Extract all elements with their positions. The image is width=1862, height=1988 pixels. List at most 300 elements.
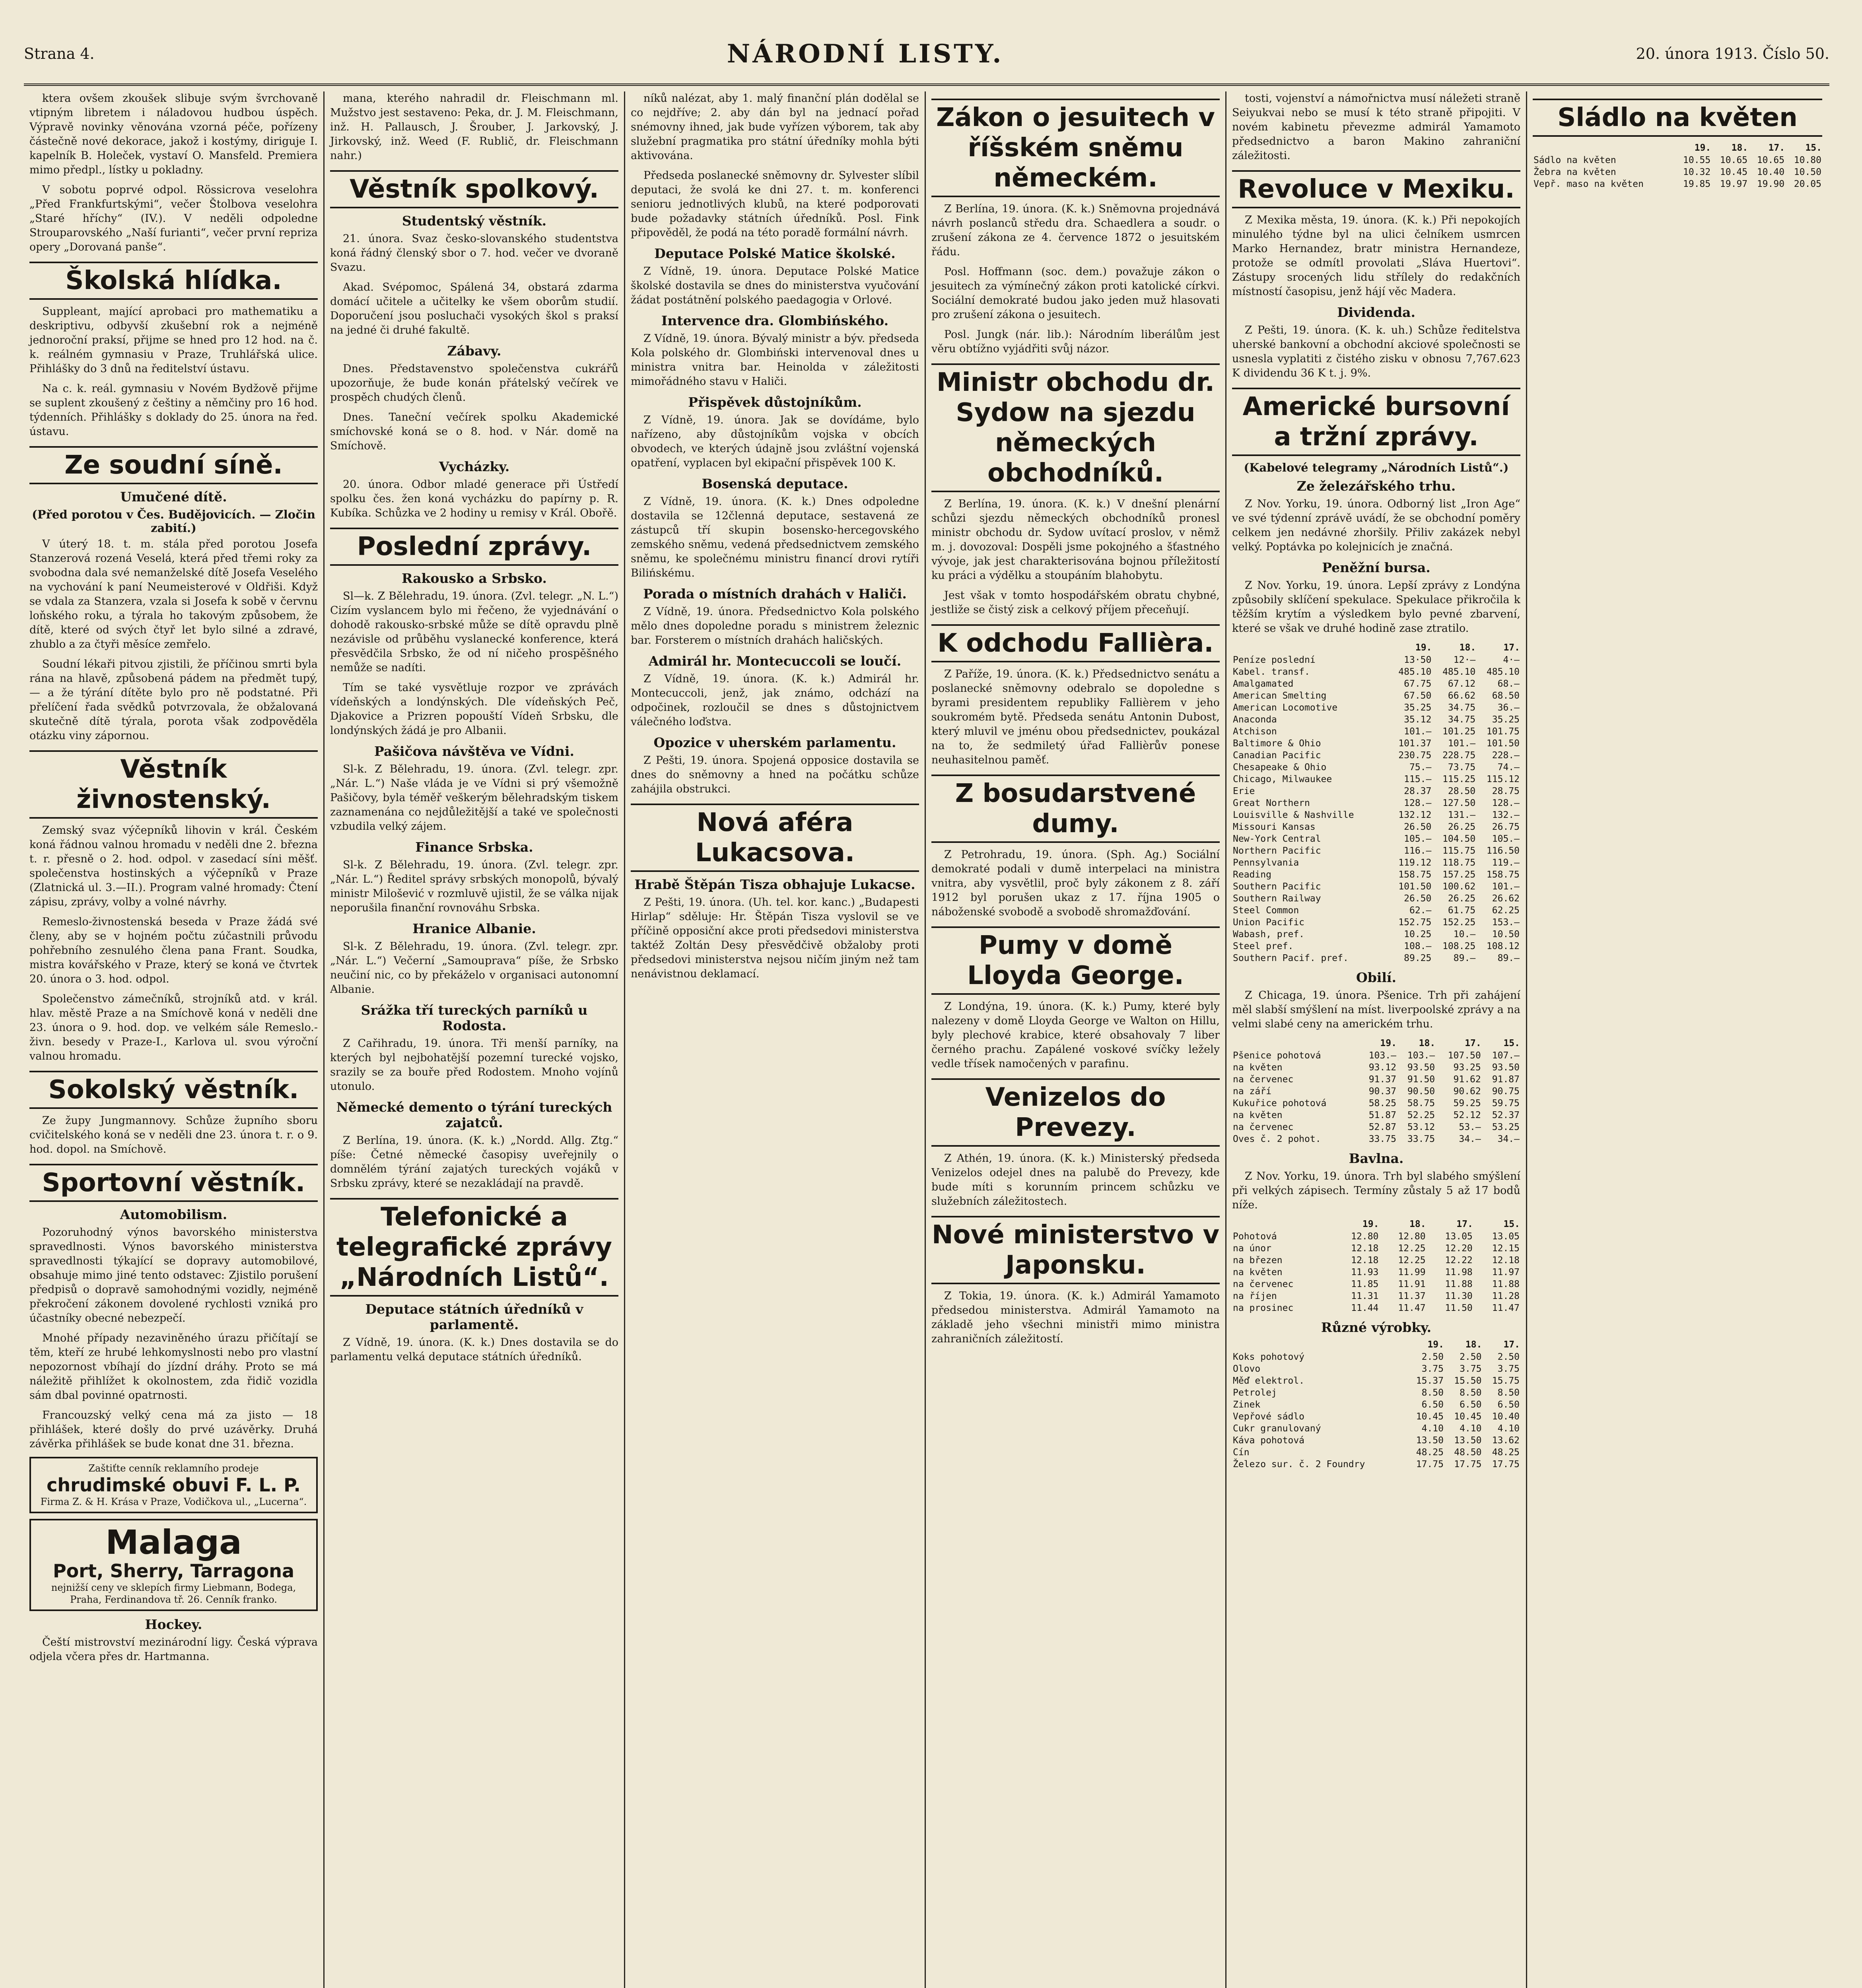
section-subtitle: (Kabelové telegramy „Národních Listů“.): [1244, 461, 1509, 474]
article-kicker: Porada o místních drahách v Haliči.: [643, 586, 907, 602]
table-row: [1232, 881, 1520, 893]
table-cell: 10.32: [1683, 167, 1711, 177]
article-paragraph: Z Chicaga, 19. února. Pšenice. Trh při zahájení měl slabší smýšlení na míst. liverpoolské zprávy a na velmi slabé ceny na americkém trhu.: [1232, 989, 1520, 1030]
table-cell: na říjen: [1233, 1291, 1277, 1301]
table-cell: na září: [1233, 1086, 1271, 1097]
table-cell: 74.—: [1497, 762, 1520, 773]
table-cell: 127.50: [1442, 798, 1476, 808]
article-kicker: Admirál hr. Montecuccoli se loučí.: [648, 653, 902, 669]
table-row: [1533, 166, 1822, 178]
table-cell: 132.12: [1398, 810, 1432, 820]
table-cell: 101.—: [1492, 881, 1520, 892]
table-row: [1232, 761, 1520, 773]
article-kicker: Zábavy.: [447, 343, 501, 359]
table-cell: Baltimore & Ohio: [1233, 738, 1321, 749]
table-cell: na květen: [1233, 1110, 1283, 1120]
table-row: [1232, 916, 1520, 928]
table-cell: 89.—: [1453, 953, 1476, 963]
table-row: [1232, 1375, 1520, 1387]
table-cell: Peníze poslední: [1233, 655, 1316, 665]
table-cell: 13.05: [1492, 1231, 1520, 1242]
table-cell: Chicago, Milwaukee: [1233, 774, 1332, 784]
table-cell: 3.75: [1460, 1364, 1482, 1374]
table-cell: 228.—: [1492, 750, 1520, 761]
table-cell: Steel pref.: [1233, 941, 1294, 951]
table-cell: 108.12: [1486, 941, 1520, 951]
ad-line: Zaštiťte cenník reklamního prodeje: [88, 1463, 259, 1474]
table-header: [1533, 142, 1674, 154]
table-cell: Pennsylvania: [1233, 858, 1299, 868]
article-kicker: Opozice v uherském parlamentu.: [653, 735, 896, 750]
table-cell: na květen: [1233, 1267, 1283, 1277]
table-cell: 132.—: [1492, 810, 1520, 820]
article-paragraph: Předseda poslanecké sněmovny dr. Sylvester slíbil deputaci, že svolá ke dni 27. t. m. konferenci senioru jednotlivých klubů, na které podporovati bude požadavky státních úředníků. Posl. Fink připověděl, že podá na této poradě formální návrh.: [631, 169, 919, 239]
table-row: [1232, 869, 1520, 881]
table-cell: 34.—: [1459, 1134, 1481, 1144]
article-kicker: Studentský věstník.: [402, 213, 547, 229]
table-cell: Vepřové sádlo: [1233, 1411, 1305, 1422]
table-row: [1232, 1458, 1520, 1470]
table-cell: 67.12: [1448, 679, 1476, 689]
table-row: [1232, 1399, 1520, 1411]
section-heading: Nové ministerstvo v Japonsku.: [931, 1216, 1220, 1284]
table-cell: 11.85: [1351, 1279, 1379, 1289]
section-heading: Zákon o jesuitech v říšském sněmu německém.: [931, 99, 1220, 197]
table-cell: 12.80: [1398, 1231, 1426, 1242]
table-header: 18.: [1419, 1038, 1436, 1048]
article-paragraph: Z Petrohradu, 19. února. (Sph. Ag.) Sociální demokraté podali v dumě interpelaci na ministra vnitra, aby vysvětlil, proč byly zákonem z 8. září 1912 byl porušen ukaz z 17. října 1905 o náboženské svobodě a svobodě shromažďování.: [931, 848, 1220, 918]
table-cell: 12.20: [1445, 1243, 1473, 1254]
table-cell: na červenec: [1233, 1279, 1294, 1289]
table-cell: 52.37: [1492, 1110, 1520, 1120]
table-cell: Oves č. 2 pohot.: [1233, 1134, 1321, 1144]
article-kicker: Ze železářského trhu.: [1296, 478, 1456, 494]
article-kicker: Rakousko a Srbsko.: [402, 571, 547, 586]
section-heading: Nová aféra Lukacsova.: [631, 804, 919, 872]
article-paragraph: Pozoruhodný výnos bavorského ministerstva spravedlnosti. Výnos bavorského ministerstva spravedlnosti týkající se dopravy automobilové, obsahuje mimo jiné tento odstavec: Zjistilo porušení předpisů o dopravě samohodnými vozidly, nejméně překročení zákonem dovolené rychlosti vzniká pro účastníky obecné nebezpečí.: [29, 1226, 318, 1324]
table-cell: 11.47: [1398, 1303, 1426, 1313]
table-cell: 12.18: [1351, 1243, 1379, 1254]
table-cell: 28.50: [1448, 786, 1476, 796]
table-header: 19.: [1694, 143, 1711, 153]
table-header: 15.: [1805, 143, 1822, 153]
table-cell: 58.25: [1368, 1098, 1396, 1109]
table-cell: Petrolej: [1233, 1388, 1277, 1398]
table-cell: na červenec: [1233, 1074, 1294, 1085]
table-cell: 228.75: [1442, 750, 1476, 761]
table-cell: 17.75: [1416, 1459, 1444, 1470]
table-cell: Pohotová: [1233, 1231, 1277, 1242]
article-kicker: Hockey.: [145, 1617, 202, 1632]
market-table: [1533, 142, 1822, 190]
article-paragraph: Sl-k. Z Bělehradu, 19. února. (Zvl. telegr. zpr. „Nár. L.“) Večerní „Samouprava“ píše, že Srbsko neučiní nic, co by překáželo v organisaci autonomní Albanie.: [330, 940, 618, 996]
table-cell: 12.25: [1398, 1243, 1426, 1254]
table-cell: 485.10: [1442, 667, 1476, 677]
table-cell: 11.97: [1492, 1267, 1520, 1277]
article-paragraph: Z Vídně, 19. února. (K. k.) Admirál hr. Montecuccoli, jenž, jak známo, odchází na odpočinek, rozloučil se dnes s důstojnictvem válečného loďstva.: [631, 673, 919, 728]
table-cell: 91.37: [1368, 1074, 1396, 1085]
table-cell: 52.25: [1407, 1110, 1435, 1120]
table-cell: 89.—: [1497, 953, 1520, 963]
article-paragraph: Remeslo-živnostenská beseda v Praze žádá své členy, aby se v hojném počtu zúčastnili průvodu pohřebního zesnulého člena pana Frant. Soudka, mistra kovářského v Praze, který se koná ve čtvrtek 20. února o 3. hod. odpol.: [29, 916, 318, 985]
article-kicker: Finance Srbska.: [415, 839, 533, 855]
table-cell: 52.12: [1453, 1110, 1481, 1120]
table-cell: 101.50: [1398, 881, 1432, 892]
article-paragraph: V úterý 18. t. m. stála před porotou Josefa Stanzerová rozená Veselá, která před třemi roky za svobodna dala své nemanželské dítě Josefa Veselého na vychování k paní Neumeisterové v Oldřiši. Když se vdala za Stanzera, vzala si Josefa k sobě v červnu loňského roku, a týrala ho takovým způsobem, že dítě, které od svých čtyř let bylo silné a zdravé, zhublo a za čtyři měsíce zemřelo.: [29, 538, 318, 650]
section-heading: K odchodu Fallièra.: [931, 624, 1220, 662]
table-cell: 2.50: [1497, 1352, 1520, 1362]
table-row: [1232, 845, 1520, 857]
section-heading: Telefonické a telegrafické zprávy „Národních Listů“.: [330, 1198, 618, 1297]
table-cell: 35.25: [1404, 703, 1432, 713]
table-row: [1232, 1109, 1520, 1121]
table-cell: 33.75: [1407, 1134, 1435, 1144]
article-paragraph: ktera ovšem zkoušek slibuje svým švrchovaně vtipným libretem i náladovou hudbou úspěch. Výpravě novinky věnována vzorná péče, pořízeny částečně nové dekorace, jakož i kostýmy, diriguje I. kapelník B. Holeček, vystaví O. Mansfeld. Premiera mimo předpl., lístky u pokladny.: [29, 92, 318, 176]
table-cell: Union Pacific: [1233, 917, 1305, 928]
table-cell: 68.50: [1492, 691, 1520, 701]
table-cell: 10.45: [1416, 1411, 1444, 1422]
table-cell: 34.75: [1448, 703, 1476, 713]
table-cell: 4.10: [1460, 1423, 1482, 1434]
table-cell: Northern Pacific: [1233, 846, 1321, 856]
table-cell: 15.50: [1454, 1376, 1482, 1386]
table-cell: American Locomotive: [1233, 703, 1338, 713]
table-row: [1232, 1231, 1520, 1242]
ad-products: Port, Sherry, Tarragona: [52, 1560, 295, 1582]
table-cell: 52.87: [1368, 1122, 1396, 1132]
article-paragraph: Z Berlína, 19. února. (K. k.) „Nordd. Allg. Ztg.“ píše: Četné německé časopisy uveřejnily o domnělém týrání zajatých tureckých vojáků v Srbsku zprávy, které se nezakládají na pravdě.: [330, 1134, 618, 1190]
article-subkicker: (Před porotou v Čes. Budějovicích. — Zločin zabití.): [32, 508, 315, 535]
table-header: 17.: [1503, 643, 1520, 653]
table-cell: 58.75: [1407, 1098, 1435, 1109]
table-header: 17.: [1768, 143, 1785, 153]
table-cell: 101.—: [1404, 726, 1432, 737]
table-cell: 13.05: [1445, 1231, 1473, 1242]
article-paragraph: Z Berlína, 19. února. (K. k.) Sněmovna projednává návrh poslanců středu dra. Schaedlera a soudr. o zrušení zákona ze 4. července 1872 o jesuitském řádu.: [931, 203, 1220, 258]
column-2: [325, 91, 625, 1988]
table-cell: 3.75: [1421, 1364, 1444, 1374]
table-cell: Kabel. transf.: [1233, 667, 1310, 677]
table-cell: 53.25: [1492, 1122, 1520, 1132]
article-paragraph: Francouzský velký cena má za jisto — 18 přihlášek, které došly do prvé uzávěrky. Druhá závěrka přihlášek se bude konat dne 31. března.: [29, 1409, 318, 1450]
article-kicker: Německé demento o týrání tureckých zajatců.: [336, 1099, 612, 1130]
table-cell: 158.75: [1486, 870, 1520, 880]
article-paragraph: Ze župy Jungmannovy. Schůze župního sboru cvičitelského koná se v neděli dne 23. února t. r. o 9. hod. dopol. na Smíchově.: [29, 1114, 318, 1155]
page-header: [24, 24, 1829, 86]
table-cell: 485.10: [1486, 667, 1520, 677]
table-header: 19.: [1380, 1038, 1397, 1048]
article-paragraph: Z Vídně, 19. února. Předsednictvo Kola polského mělo dnes dopoledne poradu s ministrem železnic bar. Forsterem o místních drahách haličských.: [631, 606, 919, 646]
table-cell: 19.97: [1720, 179, 1748, 189]
article-paragraph: Sl-k. Z Bělehradu, 19. února. (Zvl. telegr. zpr. „Nár. L.“) Naše vláda je ve Vídni si prý všemožně Pašičovy, byla téměř veškerým bělehradským tiskem zaznamenána co nejdůležitější a také ve společnosti vzbudila velký zájem.: [330, 763, 618, 833]
table-cell: 10.50: [1492, 929, 1520, 940]
table-cell: na březen: [1233, 1255, 1283, 1266]
table-cell: 15.75: [1492, 1376, 1520, 1386]
table-cell: na únor: [1233, 1243, 1271, 1254]
table-cell: 101.—: [1448, 738, 1476, 749]
table-cell: 10.55: [1683, 155, 1711, 165]
article-kicker: Bavlna.: [1349, 1151, 1404, 1166]
table-cell: Reading: [1233, 870, 1271, 880]
column-6: [1527, 91, 1828, 1988]
table-cell: 91.62: [1453, 1074, 1481, 1085]
article-kicker: Různé výrobky.: [1321, 1320, 1432, 1335]
table-cell: 108.25: [1442, 941, 1476, 951]
table-cell: Cukr granulovaný: [1233, 1423, 1321, 1434]
table-cell: 12.15: [1492, 1243, 1520, 1254]
table-row: [1232, 1062, 1520, 1074]
table-cell: 108.—: [1404, 941, 1432, 951]
table-cell: 11.91: [1398, 1279, 1426, 1289]
table-cell: Amalgamated: [1233, 679, 1294, 689]
article-paragraph: Zemský svaz výčepníků lihovin v král. Českém koná řádnou valnou hromadu v neděli dne 2. března t. r. přesně o 2. hod. odpol. v zasedací síni měšť. společenstva hostinských a výčepníků v Praze (Zlatnická ul. 3.—II.). Program valné hromady: Čtení zápisu, zprávy, volby a volné návrhy.: [29, 824, 318, 908]
table-row: [1232, 1387, 1520, 1399]
table-cell: 152.25: [1442, 917, 1476, 928]
page-number: Strana 4.: [24, 45, 95, 62]
table-cell: 115.25: [1442, 774, 1476, 784]
table-cell: 13·50: [1404, 655, 1432, 665]
section-heading: Z bosudarstvené dumy.: [931, 775, 1220, 843]
table-cell: Železo sur. č. 2 Foundry: [1233, 1459, 1365, 1470]
table-cell: 53.—: [1459, 1122, 1481, 1132]
table-cell: 59.75: [1492, 1098, 1520, 1109]
table-cell: 11.88: [1492, 1279, 1520, 1289]
column-1: [24, 91, 325, 1988]
table-cell: 11.44: [1351, 1303, 1379, 1313]
table-cell: 153.—: [1492, 917, 1520, 928]
table-row: [1232, 702, 1520, 714]
table-row: [1232, 666, 1520, 678]
table-cell: 115.12: [1486, 774, 1520, 784]
table-cell: Southern Pacific: [1233, 881, 1321, 892]
table-row: [1232, 1302, 1520, 1314]
table-cell: 90.62: [1453, 1086, 1481, 1097]
table-cell: 10.65: [1757, 155, 1785, 165]
table-cell: 28.75: [1492, 786, 1520, 796]
table-row: [1232, 690, 1520, 702]
article-paragraph: Z Vídně, 19. února. (K. k.) Dnes dostavila se do parlamentu velká deputace státních úředníků.: [330, 1336, 618, 1363]
table-cell: Missouri Kansas: [1233, 822, 1316, 832]
table-row: [1533, 154, 1822, 166]
table-header: 18.: [1459, 643, 1476, 653]
cotton-table: [1232, 1218, 1520, 1314]
table-cell: 10.—: [1453, 929, 1476, 940]
table-cell: 93.25: [1453, 1062, 1481, 1073]
table-cell: 10.50: [1794, 167, 1821, 177]
table-cell: 10.40: [1757, 167, 1785, 177]
table-cell: 12.80: [1351, 1231, 1379, 1242]
table-row: [1232, 833, 1520, 845]
article-paragraph: Dnes. Taneční večírek spolku Akademické smíchovské koná se o 8. hod. v Nár. domě na Smíchově.: [330, 411, 618, 452]
table-header: 18.: [1409, 1219, 1426, 1229]
table-cell: Great Northern: [1233, 798, 1310, 808]
table-row: [1232, 1351, 1520, 1363]
table-cell: 101.50: [1486, 738, 1520, 749]
article-paragraph: tosti, vojenství a námořnictva musí náležeti straně Seiyukvai nebo se musí k této straně připojiti. V novém kabinetu převezme admirál Yamamoto předsednictvo a baron Makino zahraniční záležitosti.: [1232, 92, 1520, 162]
table-cell: 68.—: [1497, 679, 1520, 689]
table-row: [1232, 1121, 1520, 1133]
table-row: [1232, 1290, 1520, 1302]
article-paragraph: Společenstvo zámečníků, strojníků atd. v král. hlav. městě Praze a na Smíchově koná v neděli dne 23. února o 9. hod. dop. ve velkém sále Remeslo.-živn. besedy v Praze-I., Karlova ul. svou výroční valnou hromadu.: [29, 993, 318, 1062]
table-cell: 11.50: [1445, 1303, 1473, 1313]
table-cell: 11.93: [1351, 1267, 1379, 1277]
table-cell: American Smelting: [1233, 691, 1327, 701]
table-cell: 4·—: [1503, 655, 1520, 665]
table-cell: 158.75: [1398, 870, 1432, 880]
table-cell: 48.25: [1492, 1447, 1520, 1458]
table-cell: 11.88: [1445, 1279, 1473, 1289]
table-header: 19.: [1415, 643, 1432, 653]
table-cell: 33.75: [1368, 1134, 1396, 1144]
table-cell: 118.75: [1442, 858, 1476, 868]
table-cell: Sádlo na květen: [1534, 155, 1616, 165]
article-paragraph: 21. února. Svaz česko-slovanského studentstva koná řádný členský sbor o 7. hod. večer ve dvoraně Svazu.: [330, 233, 618, 274]
table-cell: 2.50: [1460, 1352, 1482, 1362]
table-row: [1232, 785, 1520, 797]
table-cell: 116.50: [1486, 846, 1520, 856]
table-cell: 101.75: [1486, 726, 1520, 737]
table-cell: 53.12: [1407, 1122, 1435, 1132]
article-paragraph: Z Nov. Yorku, 19. února. Trh byl slabého smýšlení při velkých zápisech. Termíny zůstaly 5 až 17 bodů níže.: [1232, 1170, 1520, 1211]
section-heading: Věstník živnostenský.: [29, 750, 318, 819]
table-row: [1232, 749, 1520, 761]
article-paragraph: Z Nov. Yorku, 19. února. Odborný list „Iron Age“ ve své týdenní zprávě uvádí, že se obchodní poměry celkem jen nedávné zhoršily. Přiliv zakázek nebyl velký. Poptávka po kolejnicích je značná.: [1232, 498, 1520, 553]
section-heading: Školská hlídka.: [29, 262, 318, 300]
table-row: [1232, 1411, 1520, 1423]
article-paragraph: Z Berlína, 19. února. (K. k.) V dnešní plenární schůzi sjezdu německých obchodníků pronesl ministr obchodu dr. Sydow uvítací proslov, v němž m. j. dovozoval: Dospěli jsme pokojného a šťastného vývoje, jak jest charakterisována bojnou příležitostí ku práci a výdělku a stoupáním blahobytu.: [931, 498, 1220, 582]
table-cell: 11.99: [1398, 1267, 1426, 1277]
table-cell: 103.—: [1368, 1050, 1396, 1061]
table-cell: 66.62: [1448, 691, 1476, 701]
article-kicker: Bosenská deputace.: [702, 476, 848, 491]
article-kicker: Peněžní bursa.: [1322, 560, 1431, 575]
ad-headline: chrudimské obuvi F. L. P.: [47, 1474, 301, 1496]
grain-table: [1232, 1037, 1520, 1145]
article-paragraph: Z Pešti, 19. února. (K. k. uh.) Schůze ředitelstva uherské bankovní a obchodní akciové společnosti se usnesla vyplatiti z čistého zisku v obnosu 7,767.623 K dividendu 36 K t. j. 9%.: [1232, 324, 1520, 379]
table-row: [1232, 928, 1520, 940]
table-cell: 128.—: [1404, 798, 1432, 808]
table-cell: 11.37: [1398, 1291, 1426, 1301]
ad-text: nejnižší ceny ve sklepích firmy Liebmann, Bodega, Praha, Ferdinandova tř. 26. Cenník franko.: [51, 1582, 296, 1605]
table-cell: 26.50: [1404, 893, 1432, 904]
table-cell: 17.75: [1454, 1459, 1482, 1470]
table-cell: 35.25: [1492, 714, 1520, 725]
masthead: NÁRODNÍ LISTY.: [727, 39, 1004, 69]
table-cell: 101.25: [1442, 726, 1476, 737]
table-cell: 20.05: [1794, 179, 1821, 189]
article-paragraph: Čeští mistrovství mezinárodní ligy. Česká výprava odjela včera přes dr. Hartmanna.: [29, 1636, 318, 1663]
table-row: [1232, 821, 1520, 833]
article-paragraph: Jest však v tomto hospodářském obratu chybné, jestliže se čistý zisk a celkový příjem přeceňují.: [931, 589, 1220, 616]
table-row: [1232, 1097, 1520, 1109]
table-cell: 26.62: [1492, 893, 1520, 904]
article-paragraph: Z Vídně, 19. února. (K. k.) Dnes odpoledne dostavila se 12členná deputace, sestavená ze zástupců tří skupin bosensko-hercegovského zemského sněmu, vedená předsednictvem zemského sněmu, ke společnému ministru financí drovi rytíři Bilińskému.: [631, 495, 919, 579]
table-header: 18.: [1731, 143, 1748, 153]
table-cell: 10.45: [1454, 1411, 1482, 1422]
table-cell: 67.75: [1404, 679, 1432, 689]
table-cell: 61.75: [1448, 905, 1476, 916]
issue-date: 20. února 1913. Číslo 50.: [1636, 45, 1829, 62]
table-header: 17.: [1465, 1038, 1481, 1048]
table-row: [1232, 1435, 1520, 1446]
table-cell: na květen: [1233, 1062, 1283, 1073]
table-cell: 26.25: [1448, 822, 1476, 832]
table-cell: 8.50: [1460, 1388, 1482, 1398]
table-cell: Southern Pacif. pref.: [1233, 953, 1349, 963]
table-cell: 2.50: [1421, 1352, 1444, 1362]
table-cell: 103.—: [1407, 1050, 1435, 1061]
table-cell: 34.—: [1497, 1134, 1520, 1144]
table-cell: New-York Central: [1233, 834, 1321, 844]
table-cell: 13.50: [1416, 1435, 1444, 1446]
table-cell: 12·—: [1453, 655, 1476, 665]
table-row: [1232, 1254, 1520, 1266]
column-4: [926, 91, 1226, 1988]
table-row: [1232, 1133, 1520, 1145]
table-row: [1232, 940, 1520, 952]
table-cell: 230.75: [1398, 750, 1432, 761]
table-row: [1232, 1242, 1520, 1254]
table-cell: Anaconda: [1233, 714, 1277, 725]
section-heading: Sportovní věstník.: [29, 1164, 318, 1202]
article-kicker: Automobilism.: [120, 1207, 227, 1222]
article-paragraph: Na c. k. reál. gymnasiu v Novém Bydžově přijme se suplent zkoušený z češtiny a němčiny pro 16 hod. týdenních. Přihlášky s doklady do 25. února na řed. ústavu.: [29, 382, 318, 438]
table-row: [1232, 678, 1520, 690]
article-kicker: Hrabě Štěpán Tisza obhajuje Lukacse.: [634, 877, 915, 892]
table-cell: 34.75: [1448, 714, 1476, 725]
table-cell: Canadian Pacific: [1233, 750, 1321, 761]
table-row: [1232, 857, 1520, 869]
article-paragraph: Z Vídně, 19. února. Bývalý ministr a býv. předseda Kola polského dr. Glombiński intervenoval dnes u ministra vnitra bar. Heinolda v záležitosti mimořádného stavu v Haliči.: [631, 332, 919, 388]
table-cell: 17.75: [1492, 1459, 1520, 1470]
table-cell: Steel Common: [1233, 905, 1299, 916]
table-cell: 12.18: [1351, 1255, 1379, 1266]
table-cell: 26.25: [1448, 893, 1476, 904]
table-cell: Měď elektrol.: [1233, 1376, 1305, 1386]
article-paragraph: Z Pešti, 19. února. Spojená opposice dostavila se dnes do sněmovny a hned na počátku schůze zahájila obstrukci.: [631, 754, 919, 795]
table-cell: 10.45: [1720, 167, 1748, 177]
table-cell: 93.50: [1492, 1062, 1520, 1073]
table-cell: Atchison: [1233, 726, 1277, 737]
section-heading: Pumy v domě Lloyda George.: [931, 926, 1220, 995]
table-row: [1533, 178, 1822, 190]
article-kicker: Deputace státních úředníků v parlamentě.: [365, 1301, 583, 1332]
article-paragraph: Posl. Jungk (nár. lib.): Národním liberálům jest věru obtížno vyjádřiti svůj názor.: [931, 328, 1220, 355]
table-cell: 11.31: [1351, 1291, 1379, 1301]
table-cell: 12.22: [1445, 1255, 1473, 1266]
table-header: [1232, 1338, 1407, 1351]
table-cell: 28.37: [1404, 786, 1432, 796]
table-cell: Louisville & Nashville: [1233, 810, 1354, 820]
stock-table: [1232, 641, 1520, 964]
table-cell: 91.50: [1407, 1074, 1435, 1085]
table-cell: 4.10: [1421, 1423, 1444, 1434]
article-paragraph: Z Vídně, 19. února. Jak se dovídáme, bylo nařízeno, aby důstojníkům vojska v obcích obvodech, ve kterých údajně jsou zvláštní vojenská opatření, vyplacen byl ekipační přispěvek 100 K.: [631, 414, 919, 469]
table-cell: 11.98: [1445, 1267, 1473, 1277]
table-cell: 3.75: [1497, 1364, 1520, 1374]
table-cell: 48.50: [1454, 1447, 1482, 1458]
table-row: [1232, 1266, 1520, 1278]
table-cell: 104.50: [1442, 834, 1476, 844]
table-header: 18.: [1465, 1340, 1482, 1350]
table-cell: 10.65: [1720, 155, 1748, 165]
table-cell: 51.87: [1368, 1110, 1396, 1120]
table-header: 17.: [1503, 1340, 1520, 1350]
article-paragraph: Z Mexika města, 19. února. (K. k.) Při nepokojích minulého týdne byl na ulici čelníkem usmrcen Marko Hernandez, bratr ministra Hernandeze, protože se odmítl provolati „Sláva Huertovi“. Zástupy srocených lidu střílely do redakčních místností časopisu, jenž hájí věc Madera.: [1232, 214, 1520, 298]
table-cell: 89.25: [1404, 953, 1432, 963]
table-cell: 13.62: [1492, 1435, 1520, 1446]
section-heading: Poslední zprávy.: [330, 528, 618, 566]
